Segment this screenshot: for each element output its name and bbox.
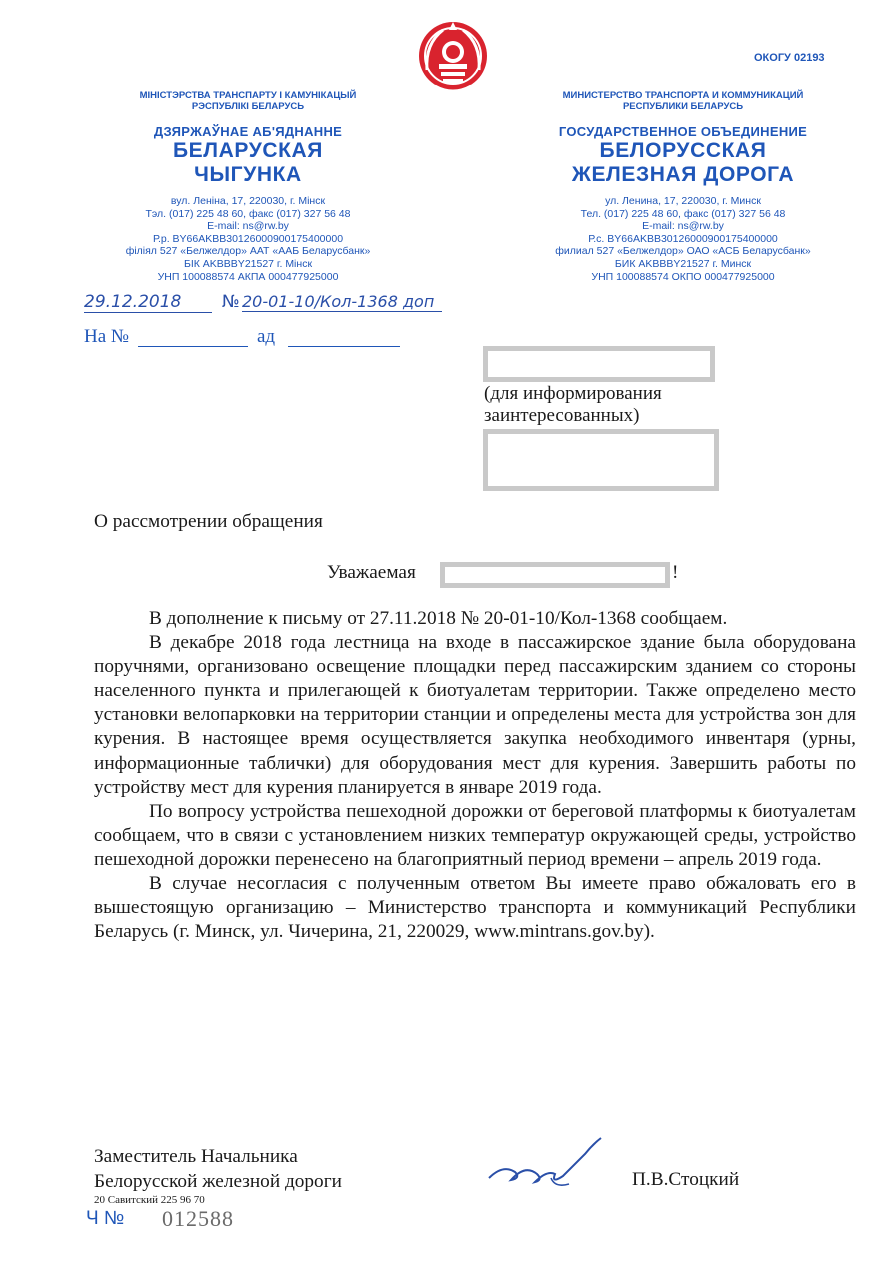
ministry-line2: РЭСПУБЛІКІ БЕЛАРУСЬ [191,101,305,112]
state-emblem-icon [413,14,493,100]
header-belarusian [88,90,408,283]
greeting-word: Уважаемая [327,562,416,583]
org-type: ГОСУДАРСТВЕННОЕ ОБЪЕДИНЕНИЕ [558,124,808,139]
na-blank [138,346,248,347]
greeting-name-redacted [440,562,670,588]
greeting-punct: ! [672,562,679,583]
address: вул. Леніна, 17, 220030, г. Мінск [170,195,326,207]
org-name-line1: БЕЛОРУССКАЯ [599,139,767,162]
okogu-code: ОКОГУ 02193 [754,52,825,64]
account: Р.р. BY66AKBB30126000900175400000 [152,232,344,245]
ad-blank [288,346,400,347]
account: Р.с. BY66AKBB30126000900175400000 [588,232,778,245]
unp: УНП 100088574 ОКПО 000477925000 [591,270,775,283]
ad-label: ад [257,326,276,347]
bank: филиал 527 «Белжелдор» ОАО «АСБ Беларусбанк» [555,245,811,258]
signatory-name: П.В.Стоцкий [632,1169,740,1190]
subject: О рассмотрении обращения [94,511,323,532]
reg-date: 29.12.2018 [84,292,212,313]
paragraph: По вопросу устройства пешеходной дорожки от береговой платформы к биотуалетам сообщаем, что в связи с установлением низких температур окружающей среды, устройство пешеходной дорожки перенесено на благоприятный период времени – апрель 2019 года. [94,800,856,870]
serial-number: 012588 [162,1206,234,1231]
ministry-line1: МИНИСТЕРСТВО ТРАНСПОРТА И КОММУНИКАЦИЙ [562,90,804,101]
bank: філіял 527 «Белжелдор» ААТ «ААБ Беларусбанк» [125,245,371,258]
unp: УНП 100088574 АКПА 000477925000 [157,270,339,283]
header-russian [518,90,848,283]
paragraph: В декабре 2018 года лестница на входе в пассажирское здание была оборудована поручнями, организовано освещение площадки перед пассажирским зданием со стороны населенного пункта и прилегающей к биотуалетам территории. Также определено место установки велопарковки на территории станции и определены места для устройства зон для курения. В настоящее время осуществляется закупка необходимого инвентаря (урны, информационные таблички) для оборудования мест для курения. Завершить работы по устройству мест для курения планируется в январе 2019 года. [94,632,856,798]
na-label: На № [84,326,130,347]
signatory-title [94,1144,342,1194]
reg-number: 20-01-10/Кол-1368 доп [242,292,442,312]
phone: Тэл. (017) 225 48 60, факс (017) 327 56 48 [145,207,351,220]
reply-ref-line [84,326,129,348]
reg-no-label: № [222,292,240,312]
letter-body [94,607,856,944]
registration-line [82,292,452,316]
recipient-note: (для информирования заинтересованных) [484,383,662,426]
org-name-line2: ЖЕЛЕЗНАЯ ДОРОГА [571,163,795,186]
executor-info: 20 Савитский 225 96 70 [94,1194,205,1206]
email: E-mail: ns@rw.by [642,220,724,233]
org-name-line1: БЕЛАРУСКАЯ [172,139,324,162]
ministry-line1: МІНІСТЭРСТВА ТРАНСПАРТУ І КАМУНІКАЦЫЙ [139,90,357,101]
title-line2: Белорусской железной дороги [94,1171,342,1192]
paragraph: В дополнение к письму от 27.11.2018 № 20-01-10/Кол-1368 сообщаем. [149,608,728,629]
title-line1: Заместитель Начальника [94,1146,298,1167]
handwritten-signature [485,1134,610,1194]
recipient-address-redacted [483,429,719,491]
recipient-redacted [483,346,715,382]
paragraph: В случае несогласия с полученным ответом Вы имеете право обжаловать его в вышестоящую организацию – Министерство транспорта и коммуникаций Республики Беларусь (г. Минск, ул. Чичерина, 21, 220029, www.mintrans.gov.by). [94,873,856,943]
bik: БІК AKBBBY21527 г. Мінск [183,257,313,270]
org-name-line2: ЧЫГУНКА [194,163,302,186]
phone: Тел. (017) 225 48 60, факс (017) 327 56 48 [580,207,786,220]
address: ул. Ленина, 17, 220030, г. Минск [605,195,761,207]
bik: БИК AKBBBY21527 г. Минск [614,257,752,270]
serial-label: Ч № [86,1208,125,1229]
org-type: ДЗЯРЖАЎНАЕ АБ'ЯДНАННЕ [153,124,343,139]
email: E-mail: ns@rw.by [207,220,289,233]
ministry-line2: РЕСПУБЛИКИ БЕЛАРУСЬ [622,101,744,112]
